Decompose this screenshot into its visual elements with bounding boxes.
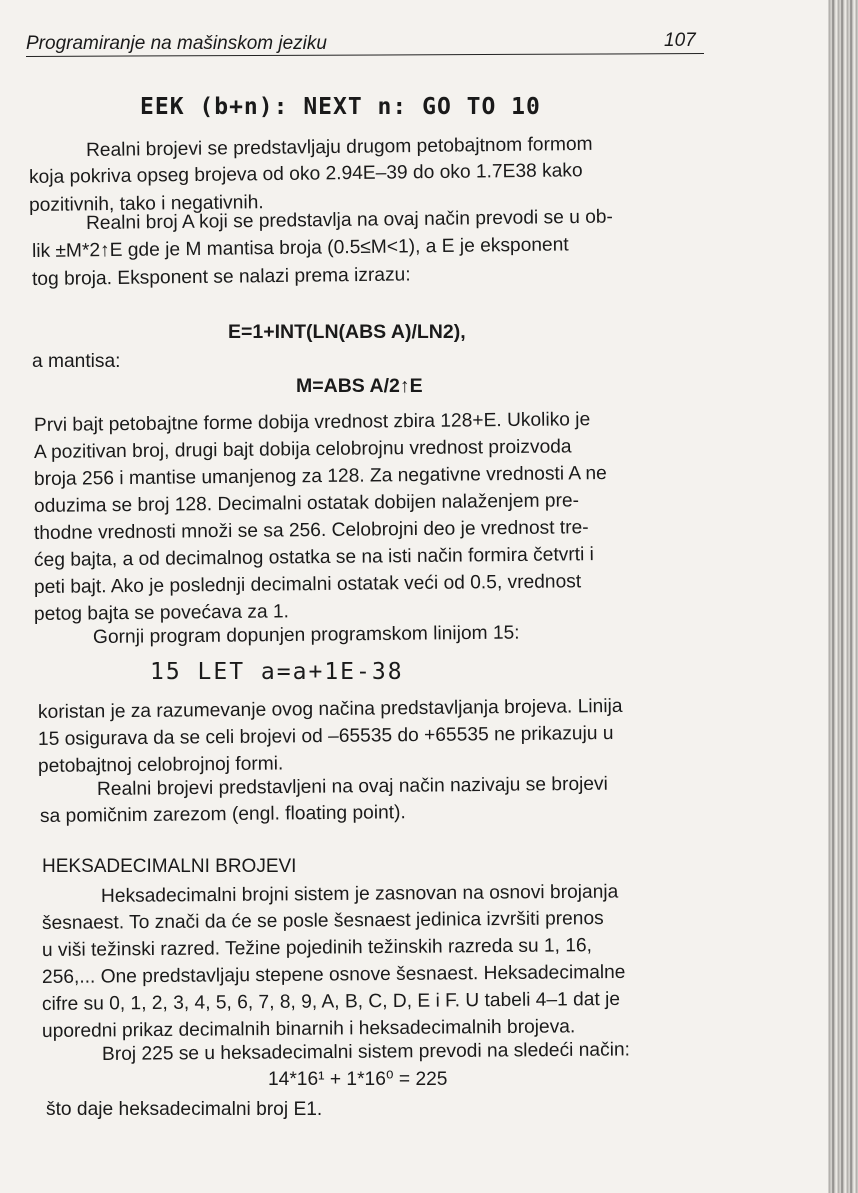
text-line: koja pokriva opseg brojeva od oko 2.94E–39 do oko 1.7E38 kako <box>28 160 583 188</box>
book-binding-shadow <box>828 0 858 1193</box>
text-line: šesnaest. To znači da će se posle šesnaest jedinica izvršiti prenos <box>41 908 604 934</box>
text-line: Gornji program dopunjen programskom linijom 15: <box>92 622 520 648</box>
text-line: peti bajt. Ako je poslednji decimalni ostatak veći od 0.5, vrednost <box>33 571 582 598</box>
text-line: oduzima se broj 128. Decimalni ostatak dobijen nalaženjem pre- <box>33 490 580 517</box>
text-line: sa pomičnim zarezom (engl. floating point). <box>39 802 406 827</box>
text-line: koristan je za razumevanje ovog načina predstavljanja brojeva. Linija <box>37 695 623 723</box>
text-line: Prvi bajt petobajtne forme dobija vrednost zbira 128+E. Ukoliko je <box>33 409 591 436</box>
text-line: u viši težinski razred. Težine pojedinih težinskih razreda su 1, 16, <box>41 935 593 961</box>
text-line: Realni brojevi predstavljeni na ovaj način nazivaju se brojevi <box>96 773 608 800</box>
text-line: A pozitivan broj, drugi bajt dobija celobrojnu vrednost proizvoda <box>33 436 572 463</box>
mantisa-label: a mantisa: <box>32 351 121 372</box>
text-line: 15 osigurava da se celi brojevi od –65535 do +65535 ne prikazuju u <box>37 722 614 750</box>
text-line: petog bajta se povećava za 1. <box>33 601 290 625</box>
text-line: Heksadecimalni brojni sistem je zasnovan na osnovi brojanja <box>100 881 619 907</box>
text-line: Realni broj A koji se predstavlja na ovaj način prevodi se u ob- <box>85 206 613 234</box>
page-number: 107 <box>664 30 696 51</box>
text-line: cifre su 0, 1, 2, 3, 4, 5, 6, 7, 8, 9, A, B, C, D, E i F. U tabeli 4–1 dat je <box>41 988 621 1015</box>
code-line-let: 15 LET a=a+1E-38 <box>150 659 404 685</box>
code-line-next: EEK (b+n): NEXT n: GO TO 10 <box>140 94 541 120</box>
formula-mantissa: M=ABS A/2↑E <box>296 375 423 397</box>
text-line: pozitivnih, tako i negativnih. <box>28 192 264 216</box>
formula-hex: 14*16¹ + 1*16⁰ = 225 <box>268 1069 448 1090</box>
text-line: thodne vrednosti množi se sa 256. Celobrojni deo je vrednost tre- <box>33 517 589 544</box>
text-line: ćeg bajta, a od decimalnog ostatka se na isti način formira četvrti i <box>33 544 595 571</box>
text-line: petobajtnoj celobrojnoj formi. <box>37 753 284 777</box>
text-line: broja 256 i mantise umanjenog za 128. Za negativne vrednosti A ne <box>33 463 607 490</box>
text-line: uporedni prikaz decimalnih binarnih i heksadecimalnih brojeva. <box>41 1016 576 1042</box>
text-line: Realni brojevi se predstavljaju drugom petobajtnom formom <box>85 133 593 161</box>
text-line: lik ±M*2↑E gde je M mantisa broja (0.5≤M<1), a E je eksponent <box>31 234 569 262</box>
formula-exponent: E=1+INT(LN(ABS A)/LN2), <box>228 321 466 343</box>
text-line: tog broja. Eksponent se nalazi prema izrazu: <box>31 264 411 290</box>
section-heading: HEKSADECIMALNI BROJEVI <box>42 856 297 877</box>
text-line: 256,... One predstavljaju stepene osnove šesnaest. Heksadecimalne <box>41 961 626 988</box>
text-line: Broj 225 se u heksadecimalni sistem prevodi na sledeći način: <box>101 1039 631 1065</box>
text-line: što daje heksadecimalni broj E1. <box>46 1099 323 1120</box>
running-header-title: Programiranje na mašinskom jeziku <box>26 33 327 54</box>
